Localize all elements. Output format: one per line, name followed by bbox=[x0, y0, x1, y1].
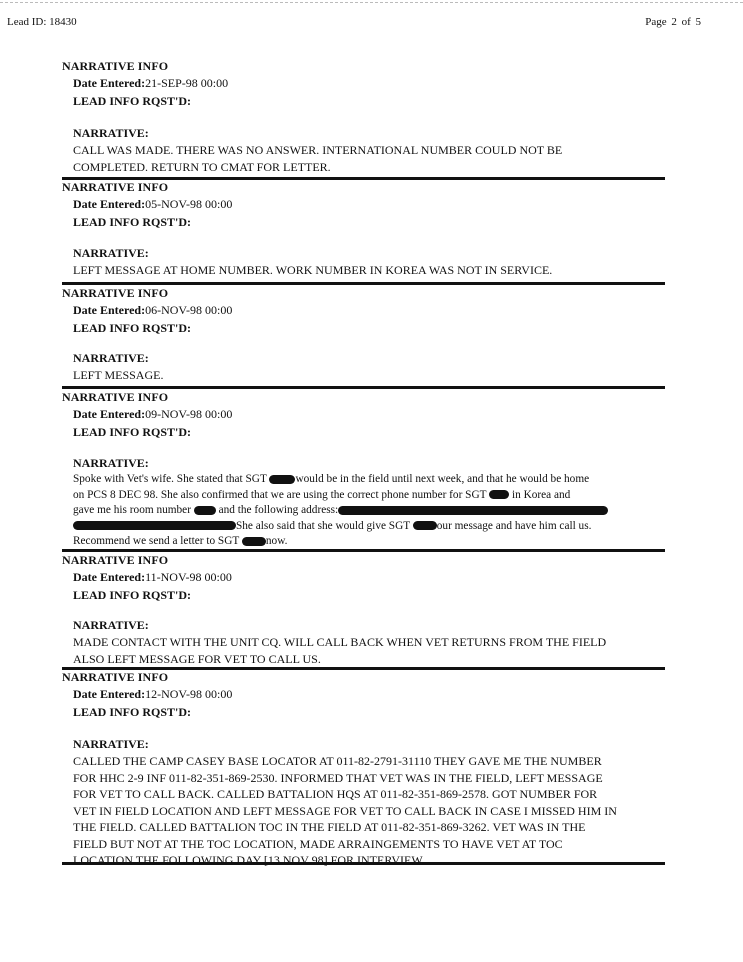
date-entered bbox=[73, 407, 232, 422]
date-entered-value: 06-NOV-98 00:00 bbox=[145, 303, 233, 317]
narrative-text bbox=[73, 262, 653, 279]
narrative-line bbox=[73, 534, 653, 550]
narrative-label: NARRATIVE: bbox=[73, 126, 149, 140]
page-number: Page 2 of 5 bbox=[645, 16, 701, 28]
date-entered bbox=[73, 570, 232, 585]
narrative-line bbox=[73, 488, 653, 504]
redaction-mark bbox=[489, 490, 509, 499]
text-segment: She also said that she would give SGT bbox=[236, 519, 413, 532]
lead-id: Lead ID: 18430 bbox=[7, 16, 77, 28]
section-heading: NARRATIVE INFO bbox=[62, 390, 169, 404]
lead-info-label: LEAD INFO RQST'D: bbox=[73, 94, 192, 108]
text-segment: our message and have him call us. bbox=[436, 519, 592, 532]
section-heading: NARRATIVE INFO bbox=[62, 180, 169, 194]
narrative-line: ALSO LEFT MESSAGE FOR VET TO CALL US. bbox=[73, 651, 321, 666]
narrative-line: CALL WAS MADE. THERE WAS NO ANSWER. INTERNATIONAL NUMBER COULD NOT BE bbox=[73, 143, 563, 157]
date-entered-value: 21-SEP-98 00:00 bbox=[145, 76, 229, 90]
lead-info-label: LEAD INFO RQST'D: bbox=[73, 215, 192, 229]
narrative-line: FOR HHC 2-9 INF 011-82-351-869-2530. INFORMED THAT VET WAS IN THE FIELD, LEFT MESSAGE bbox=[73, 770, 603, 785]
date-entered-label: Date Entered: bbox=[73, 303, 146, 317]
date-entered-value: 12-NOV-98 00:00 bbox=[145, 687, 233, 701]
section-divider bbox=[62, 386, 665, 389]
date-entered-label: Date Entered: bbox=[73, 407, 146, 421]
narrative-text bbox=[73, 472, 653, 550]
date-entered-label: Date Entered: bbox=[73, 197, 146, 211]
redaction-mark bbox=[194, 506, 216, 515]
redaction-mark bbox=[269, 475, 295, 484]
text-segment: in Korea and bbox=[509, 488, 571, 501]
narrative-label: NARRATIVE: bbox=[73, 351, 149, 365]
text-segment: gave me his room number bbox=[73, 504, 194, 516]
narrative-line: FOR VET TO CALL BACK. CALLED BATTALION HQS AT 011-82-351-869-2578. GOT NUMBER FOR bbox=[73, 787, 598, 801]
top-border bbox=[0, 2, 743, 3]
narrative-line: CALLED THE CAMP CASEY BASE LOCATOR AT 011-82-2791-31110 THEY GAVE ME THE NUMBER bbox=[73, 754, 602, 768]
narrative-line bbox=[73, 519, 653, 535]
date-entered-value: 11-NOV-98 00:00 bbox=[145, 570, 232, 584]
section-heading: NARRATIVE INFO bbox=[62, 553, 169, 567]
narrative-line: LEFT MESSAGE. bbox=[73, 368, 164, 382]
narrative-line: LOCATION THE FOLLOWING DAY [13 NOV 98] FOR INTERVIEW. bbox=[73, 853, 425, 867]
section-heading: NARRATIVE INFO bbox=[62, 286, 169, 300]
section-divider bbox=[62, 549, 665, 552]
narrative-label: NARRATIVE: bbox=[73, 246, 149, 260]
text-segment: Spoke with Vet's wife. She stated that SGT bbox=[73, 473, 270, 485]
date-entered-value: 05-NOV-98 00:00 bbox=[145, 197, 233, 211]
redaction-mark bbox=[338, 506, 608, 515]
date-entered-label: Date Entered: bbox=[73, 687, 146, 701]
section-heading: NARRATIVE INFO bbox=[62, 59, 169, 73]
redaction-mark bbox=[242, 537, 266, 546]
narrative-text bbox=[73, 634, 653, 667]
narrative-text bbox=[73, 753, 653, 869]
narrative-line bbox=[73, 503, 653, 519]
lead-info-label: LEAD INFO RQST'D: bbox=[73, 321, 192, 335]
narrative-line: FIELD BUT NOT AT THE TOC LOCATION, MADE ARRAINGEMENTS TO HAVE VET AT TOC bbox=[73, 836, 563, 851]
section-heading: NARRATIVE INFO bbox=[62, 670, 169, 684]
narrative-line bbox=[73, 472, 653, 488]
lead-info-label: LEAD INFO RQST'D: bbox=[73, 425, 192, 439]
date-entered-value: 09-NOV-98 00:00 bbox=[145, 407, 233, 421]
date-entered bbox=[73, 303, 232, 318]
narrative-text bbox=[73, 367, 653, 384]
narrative-line: LEFT MESSAGE AT HOME NUMBER. WORK NUMBER IN KOREA WAS NOT IN SERVICE. bbox=[73, 263, 553, 277]
narrative-line: MADE CONTACT WITH THE UNIT CQ. WILL CALL BACK WHEN VET RETURNS FROM THE FIELD bbox=[73, 635, 607, 649]
section-divider bbox=[62, 862, 665, 865]
narrative-text bbox=[73, 142, 653, 175]
narrative-label: NARRATIVE: bbox=[73, 456, 149, 470]
date-entered-label: Date Entered: bbox=[73, 76, 146, 90]
lead-info-label: LEAD INFO RQST'D: bbox=[73, 588, 192, 602]
narrative-line: COMPLETED. RETURN TO CMAT FOR LETTER. bbox=[73, 159, 331, 174]
date-entered bbox=[73, 687, 232, 702]
narrative-label: NARRATIVE: bbox=[73, 737, 149, 751]
date-entered bbox=[73, 197, 232, 212]
text-segment: would be in the field until next week, and that he would be home bbox=[295, 473, 590, 485]
section-divider bbox=[62, 282, 665, 285]
narrative-line: VET IN FIELD LOCATION AND LEFT MESSAGE FOR VET TO CALL BACK IN CASE I MISSED HIM IN bbox=[73, 803, 617, 818]
date-entered bbox=[73, 76, 228, 91]
narrative-line: THE FIELD. CALLED BATTALION TOC IN THE FIELD AT 011-82-351-869-3262. VET WAS IN THE bbox=[73, 820, 586, 834]
redaction-mark bbox=[413, 521, 437, 530]
text-segment: and the following address: bbox=[215, 504, 339, 516]
narrative-label: NARRATIVE: bbox=[73, 618, 149, 632]
text-segment: Recommend we send a letter to SGT bbox=[73, 535, 242, 547]
text-segment: now. bbox=[265, 535, 288, 547]
lead-info-label: LEAD INFO RQST'D: bbox=[73, 705, 192, 719]
date-entered-label: Date Entered: bbox=[73, 570, 146, 584]
text-segment: on PCS 8 DEC 98. She also confirmed that we are using the correct phone number for SGT bbox=[73, 488, 490, 501]
redaction-mark bbox=[73, 521, 236, 530]
